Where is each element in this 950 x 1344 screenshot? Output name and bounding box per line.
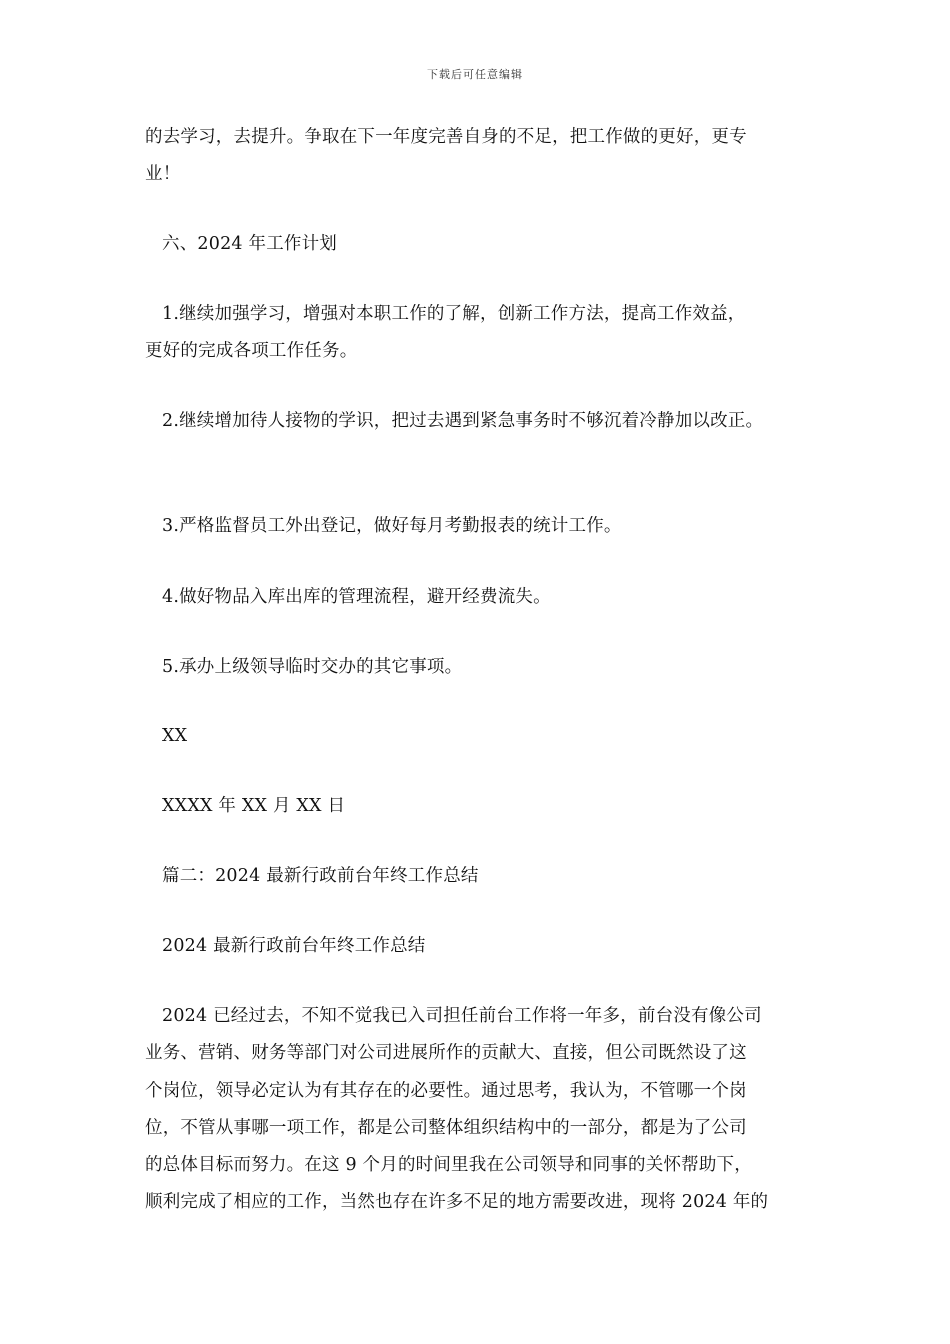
signature-name: XX <box>162 726 188 746</box>
list-item: 4.做好物品入库出库的管理流程，避开经费流失。 <box>162 587 551 607</box>
paragraph-line: 业！ <box>145 164 181 184</box>
list-item: 5.承办上级领导临时交办的其它事项。 <box>162 657 463 677</box>
list-item: 2.继续增加待人接物的学识，把过去遇到紧急事务时不够沉着冷静加以改正。 <box>162 411 764 431</box>
paragraph-line: 业务、营销、财务等部门对公司进展所作的贡献大、直接，但公司既然设了这 <box>145 1043 747 1063</box>
paragraph-line: 个岗位，领导必定认为有其存在的必要性。通过思考，我认为，不管哪一个岗 <box>145 1081 747 1101</box>
paragraph-line: 2024 已经过去，不知不觉我已入司担任前台工作将一年多，前台没有像公司 <box>162 1006 762 1026</box>
paragraph-line: 的总体目标而努力。在这 9 个月的时间里我在公司领导和同事的关怀帮助下， <box>145 1155 752 1175</box>
document-subtitle: 2024 最新行政前台年终工作总结 <box>162 936 426 956</box>
part-title: 篇二：2024 最新行政前台年终工作总结 <box>162 866 479 886</box>
paragraph-line: 位，不管从事哪一项工作，都是公司整体组织结构中的一部分，都是为了公司 <box>145 1118 747 1138</box>
signature-date: XXXX 年 XX 月 XX 日 <box>162 796 346 816</box>
page-header: 下载后可任意编辑 <box>427 68 523 81</box>
list-item-continuation: 更好的完成各项工作任务。 <box>145 341 358 361</box>
paragraph-line: 顺利完成了相应的工作，当然也存在许多不足的地方需要改进，现将 2024 年的 <box>145 1192 769 1212</box>
paragraph-line: 的去学习，去提升。争取在下一年度完善自身的不足，把工作做的更好，更专 <box>145 127 747 147</box>
section-heading: 六、2024 年工作计划 <box>162 234 337 254</box>
list-item: 3.严格监督员工外出登记，做好每月考勤报表的统计工作。 <box>162 516 622 536</box>
list-item: 1.继续加强学习，增强对本职工作的了解，创新工作方法，提高工作效益， <box>162 304 746 324</box>
